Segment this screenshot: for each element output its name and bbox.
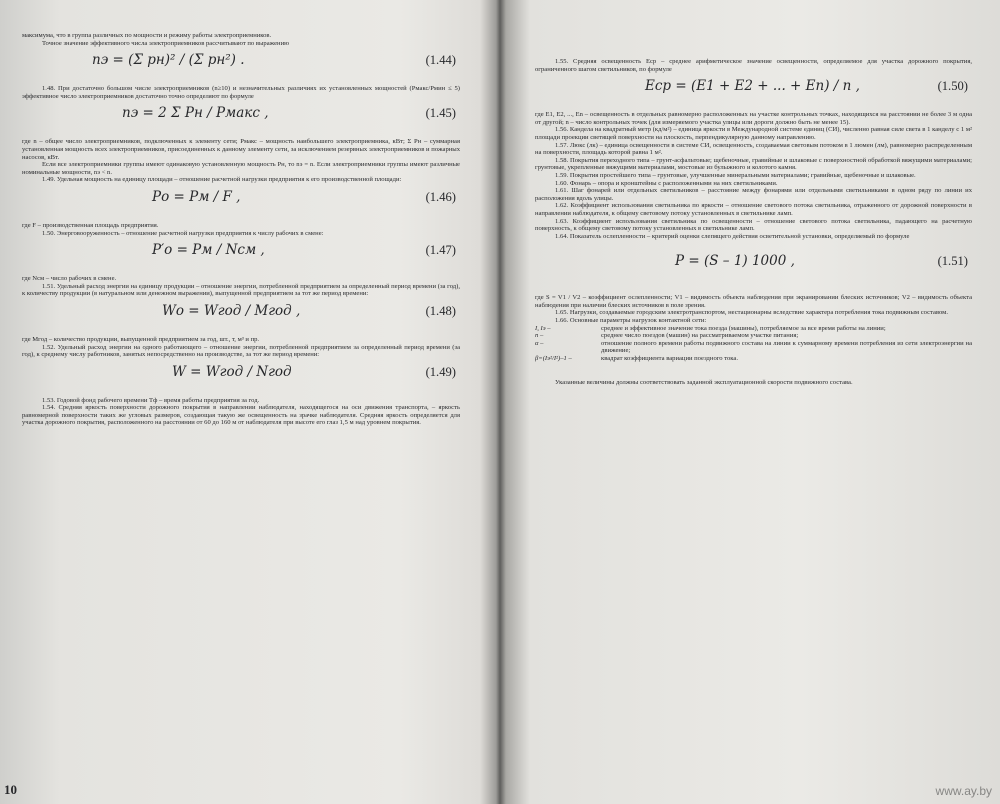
paragraph: где E1, E2, ..., En – освещенность в отдельных равномерно расположенных на участке контрольных точках, находящихся на расстоянии не более 3 м одна от другой; n – число контрольных точек (для измеряемого участка улицы или дороги должно быть не менее 15). bbox=[535, 111, 972, 126]
spacer bbox=[535, 363, 972, 379]
paragraph: 1.50. Энерговооруженность – отношение расчетной нагрузки предприятия к числу рабочих в смене: bbox=[42, 229, 324, 237]
paragraph: 1.49. Удельная мощность на единицу площади – отношение расчетной нагрузки предприятия к его производственной площади: bbox=[42, 176, 402, 184]
formula bbox=[22, 47, 460, 85]
paragraph: где F – производственная площадь предприятия. bbox=[22, 221, 159, 229]
paragraph: 1.63. Коэффициент использования светильника по освещенности – отношение светового потока светильника, падающего на расчетную поверхность, к общему световому потоку установленных в светильнике ламп. bbox=[535, 217, 972, 233]
formula bbox=[22, 184, 460, 222]
definition-symbol: α – bbox=[535, 339, 544, 347]
definition-text: квадрат коэффициента вариации поездного тока. bbox=[601, 355, 738, 363]
formula bbox=[22, 359, 460, 397]
formula-number: (1.49) bbox=[425, 364, 456, 379]
paragraph: где Mгод – количество продукции, выпущенной предприятием за год, шт., т, м³ и пр. bbox=[22, 335, 260, 343]
formula bbox=[535, 73, 972, 111]
formula-expression: P = (S – 1) 1000 , bbox=[675, 253, 795, 270]
paragraph: 1.61. Шаг фонарей или отдельных светильников – расстояние между фонарями или отдельными светильниками в одном ряду по линии их расположения вдоль улицы. bbox=[535, 187, 972, 202]
paragraph: 1.55. Средняя освещенность Eср – среднее арифметическое значение освещенности, определяемое для участка дорожного покрытия, ограниченного шагом светильников, по формуле bbox=[535, 58, 972, 73]
watermark-text: www.ay.by bbox=[935, 784, 992, 798]
paragraph: 1.64. Показатель ослепленности – критерий оценки слепящего действия осветительной установки, определяемый по формуле bbox=[555, 232, 910, 240]
page-number: 10 bbox=[4, 782, 17, 797]
paragraph: 1.66. Основные параметры нагрузок контактной сети: bbox=[555, 317, 707, 325]
definition-item bbox=[535, 340, 972, 355]
paragraph: 1.52. Удельный расход энергии на одного работающего – отношение энергии, потребленной предприятием за определенный период времени (за год), к среднему числу работников, занятых непосредственно на производстве, за тот же период времени: bbox=[22, 343, 460, 359]
formula-number: (1.47) bbox=[425, 243, 456, 258]
formula-number: (1.46) bbox=[425, 189, 456, 204]
definition-text: отношение полного времени работы подвижного состава на линии к суммарному времени потребления из сети электроэнергии на движение; bbox=[601, 339, 972, 355]
paragraph: Если все электроприемники группы имеют одинаковую установленную мощность Pн, то nэ = n. Если электроприемники группы имеют различные номинальные мощности, nэ < n. bbox=[22, 161, 460, 176]
formula-expression: nэ = (Σ pн)² / (Σ pн²) . bbox=[92, 52, 245, 69]
paragraph: 1.51. Удельный расход энергии на единицу продукции – отношение энергии, потребленной предприятием за определенный период времени (за год), к количеству продукции (в натуральном или денежном выражении), выпущенной предприятием за тот же период времени: bbox=[22, 282, 460, 298]
paragraph: Точное значение эффективного числа электроприемников рассчитывают по выражению bbox=[42, 39, 290, 47]
paragraph: 1.54. Средняя яркость поверхности дорожного покрытия в направлении наблюдателя, находящегося на оси движения транспорта, – яркость равномерной поверхности таких же угловых размеров, создающая такую же освещенность на зрачке наблюдателя. Средняя яркость определяется для участка дорожного покрытия, расположенного на расстоянии от 60 до 160 м от наблюдателя при высоте его глаз 1,5 м над уровнем покрытия. bbox=[22, 404, 460, 427]
right-page bbox=[535, 0, 972, 804]
paragraph: максимума, что в группа различных по мощности и режиму работы электроприемников. bbox=[22, 32, 272, 39]
formula-expression: nэ = 2 Σ Pн / Pмакс , bbox=[122, 105, 269, 122]
definition-symbol: n – bbox=[535, 332, 544, 340]
paragraph: где Nсм – число рабочих в смене. bbox=[22, 275, 117, 283]
paragraph: 1.60. Фонарь – опора и кронштейны с расположенными на них светильниками. bbox=[555, 179, 778, 187]
definition-item bbox=[535, 355, 972, 363]
paragraph: 1.56. Кандела на квадратный метр (кд/м²) – единица яркости в Международной системе единиц (СИ), численно равная силе света в 1 канделу с 1 м² площади проекции светящей поверхности на плоскость, перпендикулярную данному направлению. bbox=[535, 126, 972, 141]
paragraph: 1.58. Покрытия переходного типа – грунт-асфальтовые; щебеночные, гравийные и шлаковые с поверхностной обработкой вяжущими материалами; грунтовые, укрепленные вяжущими материалами, мостовые из булыжного и колотого камня. bbox=[535, 156, 972, 172]
formula-expression: P′о = Pм / Nсм , bbox=[152, 242, 265, 259]
definition-item bbox=[535, 332, 972, 340]
paragraph: 1.48. При достаточно большом числе электроприемников (n≥10) и незначительных различиях их установленных мощностей (Pмакс/Pмин ≤ 5) эффективное число электроприемников достаточно точно определяют по формуле bbox=[22, 85, 460, 100]
paragraph: Указанные величины должны соответствовать заданной эксплуатационной скорости подвижного состава. bbox=[555, 378, 853, 386]
paragraph: где S = V1 / V2 – коэффициент ослепленности; V1 – видимость объекта наблюдения при экранировании блеских источников; V2 – видимость объекта наблюдения при наличии блеских источников в поле зрения. bbox=[535, 294, 972, 309]
paragraph: где n – общее число электроприемников, подключенных к элементу сети; Pмакс – мощность наибольшего электроприемника, кВт; Σ Pн – суммарная установленная мощность всех электроприемников, присоединенных к данному элементу сети, за исключением резервных электроприемников и пожарных насосов, кВт. bbox=[22, 138, 460, 161]
definition-text: среднее число поездов (машин) на рассматриваемом участке питания; bbox=[601, 332, 799, 340]
formula-expression: W = Wгод / Nгод bbox=[172, 363, 292, 380]
paragraph: 1.62. Коэффициент использования светильника по яркости – отношение светового потока светильника, отраженного от дорожной поверхности в направлении наблюдателя, к общему световому потоку установленных в светильнике ламп. bbox=[535, 202, 972, 217]
formula bbox=[22, 237, 460, 275]
formula bbox=[535, 240, 972, 294]
formula-number: (1.45) bbox=[425, 106, 456, 121]
paragraph: 1.53. Годовой фонд рабочего времени Tф – время работы предприятия за год. bbox=[42, 396, 260, 404]
left-page bbox=[22, 0, 460, 804]
formula-number: (1.48) bbox=[425, 303, 456, 318]
paragraph: 1.65. Нагрузки, создаваемые городским электротранспортом, нестационарны вследствие характера потребления тока подвижным составом. bbox=[555, 309, 949, 317]
formula-number: (1.44) bbox=[425, 53, 456, 68]
definition-symbol: I, Iэ – bbox=[535, 324, 551, 332]
paragraph: 1.57. Люкс (лк) – единица освещенности в системе СИ, освещенность, создаваемая световым потоком в 1 люмен (лм), равномерно распределенным на поверхности, площадь которой равна 1 м². bbox=[535, 141, 972, 157]
formula-expression: Eср = (E1 + E2 + ... + En) / n , bbox=[645, 78, 860, 95]
formula-number: (1.50) bbox=[937, 79, 968, 94]
formula-expression: Pо = Pм / F , bbox=[152, 188, 241, 205]
definition-text: среднее и эффективное значение тока поезда (машины), потребляемое за все время работы на линии; bbox=[601, 324, 886, 332]
formula-number: (1.51) bbox=[937, 254, 968, 269]
definition-symbol: β=(Iэ²/I²)–1 – bbox=[535, 355, 572, 363]
definition-item bbox=[535, 325, 972, 333]
formula-expression: Wо = Wгод / Mгод , bbox=[162, 302, 301, 319]
formula bbox=[22, 100, 460, 138]
paragraph: 1.59. Покрытия простейшего типа – грунтовые, улучшенные минеральными материалами; гравийные, щебеночные и шлаковые. bbox=[555, 171, 916, 179]
formula bbox=[22, 298, 460, 336]
